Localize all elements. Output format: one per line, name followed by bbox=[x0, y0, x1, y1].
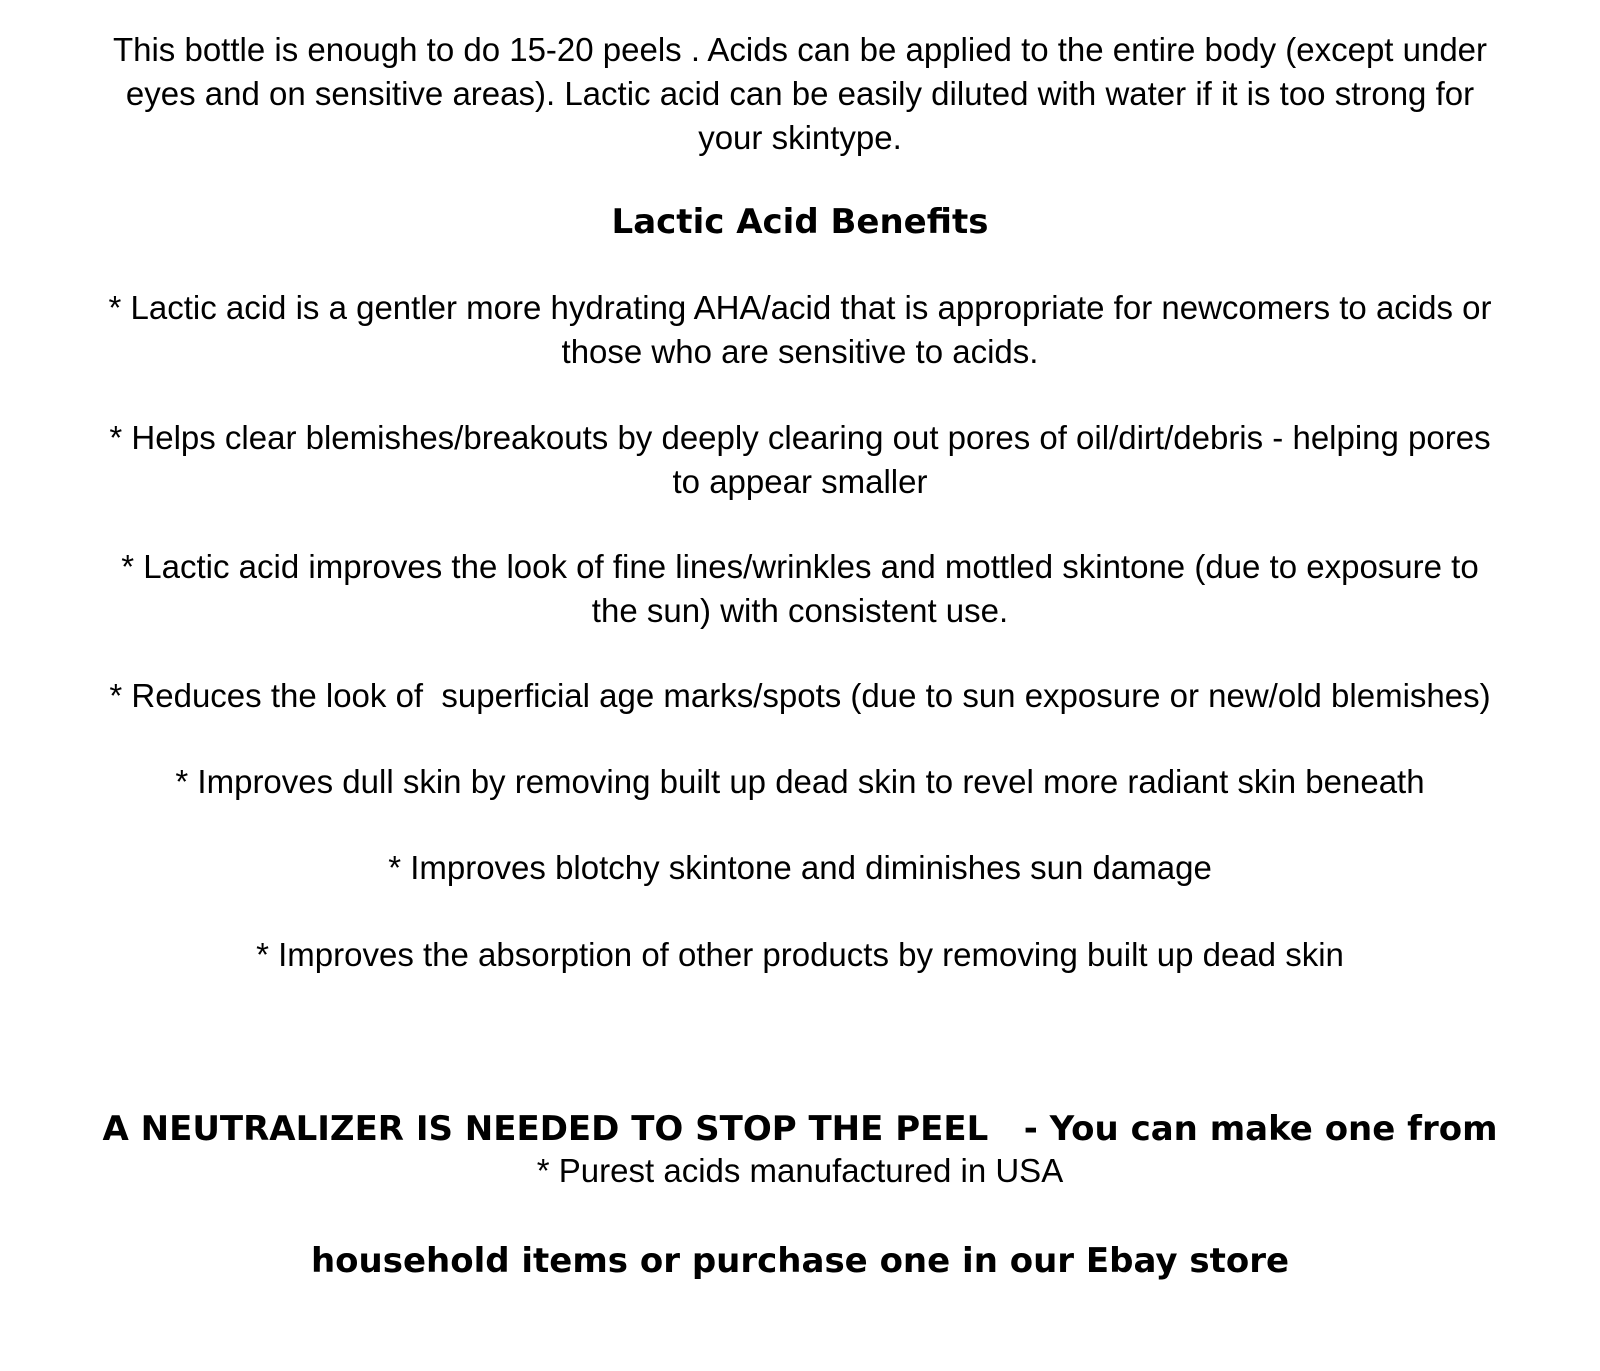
benefit-item bbox=[20, 933, 1580, 977]
intro-line: eyes and on sensitive areas). Lactic acid can be easily diluted with water if it is too strong for bbox=[125, 75, 1475, 112]
benefit-line: the sun) with consistent use. bbox=[591, 592, 1009, 629]
benefit-item bbox=[20, 674, 1580, 718]
benefit-line: * Lactic acid is a gentler more hydrating AHA/acid that is appropriate for newcomers to acids or bbox=[108, 289, 1492, 326]
benefit-item bbox=[20, 286, 1580, 374]
benefit-line: * Lactic acid improves the look of fine lines/wrinkles and mottled skintone (due to exposure to bbox=[121, 548, 1479, 585]
benefit-line: * Improves blotchy skintone and diminishes sun damage bbox=[388, 849, 1212, 886]
neutralizer-notice bbox=[20, 1019, 1580, 1371]
intro-line: your skintype. bbox=[698, 119, 902, 156]
benefit-line: those who are sensitive to acids. bbox=[561, 333, 1039, 370]
neutralizer-line: household items or purchase one in our Ebay store bbox=[310, 1241, 1290, 1281]
benefit-line: to appear smaller bbox=[672, 463, 928, 500]
intro-line: This bottle is enough to do 15-20 peels . Acids can be applied to the entire body (except under bbox=[112, 31, 1488, 68]
benefit-item bbox=[20, 846, 1580, 890]
benefit-line: * Improves the absorption of other products by removing built up dead skin bbox=[256, 936, 1344, 973]
benefits-heading: Lactic Acid Benefits bbox=[611, 202, 989, 242]
benefit-line: * Improves dull skin by removing built up dead skin to revel more radiant skin beneath bbox=[175, 763, 1425, 800]
benefit-item bbox=[20, 545, 1580, 633]
neutralizer-line: A NEUTRALIZER IS NEEDED TO STOP THE PEEL - You can make one from bbox=[102, 1109, 1498, 1149]
intro-paragraph bbox=[20, 28, 1580, 160]
benefit-line: * Helps clear blemishes/breakouts by deeply clearing out pores of oil/dirt/debris - helping pores bbox=[109, 419, 1491, 456]
benefit-item bbox=[20, 416, 1580, 504]
origin-note: * Purest acids manufactured in USA bbox=[536, 1152, 1064, 1189]
benefit-line: * Reduces the look of superficial age marks/spots (due to sun exposure or new/old blemishes) bbox=[109, 677, 1491, 714]
benefit-item bbox=[20, 760, 1580, 804]
